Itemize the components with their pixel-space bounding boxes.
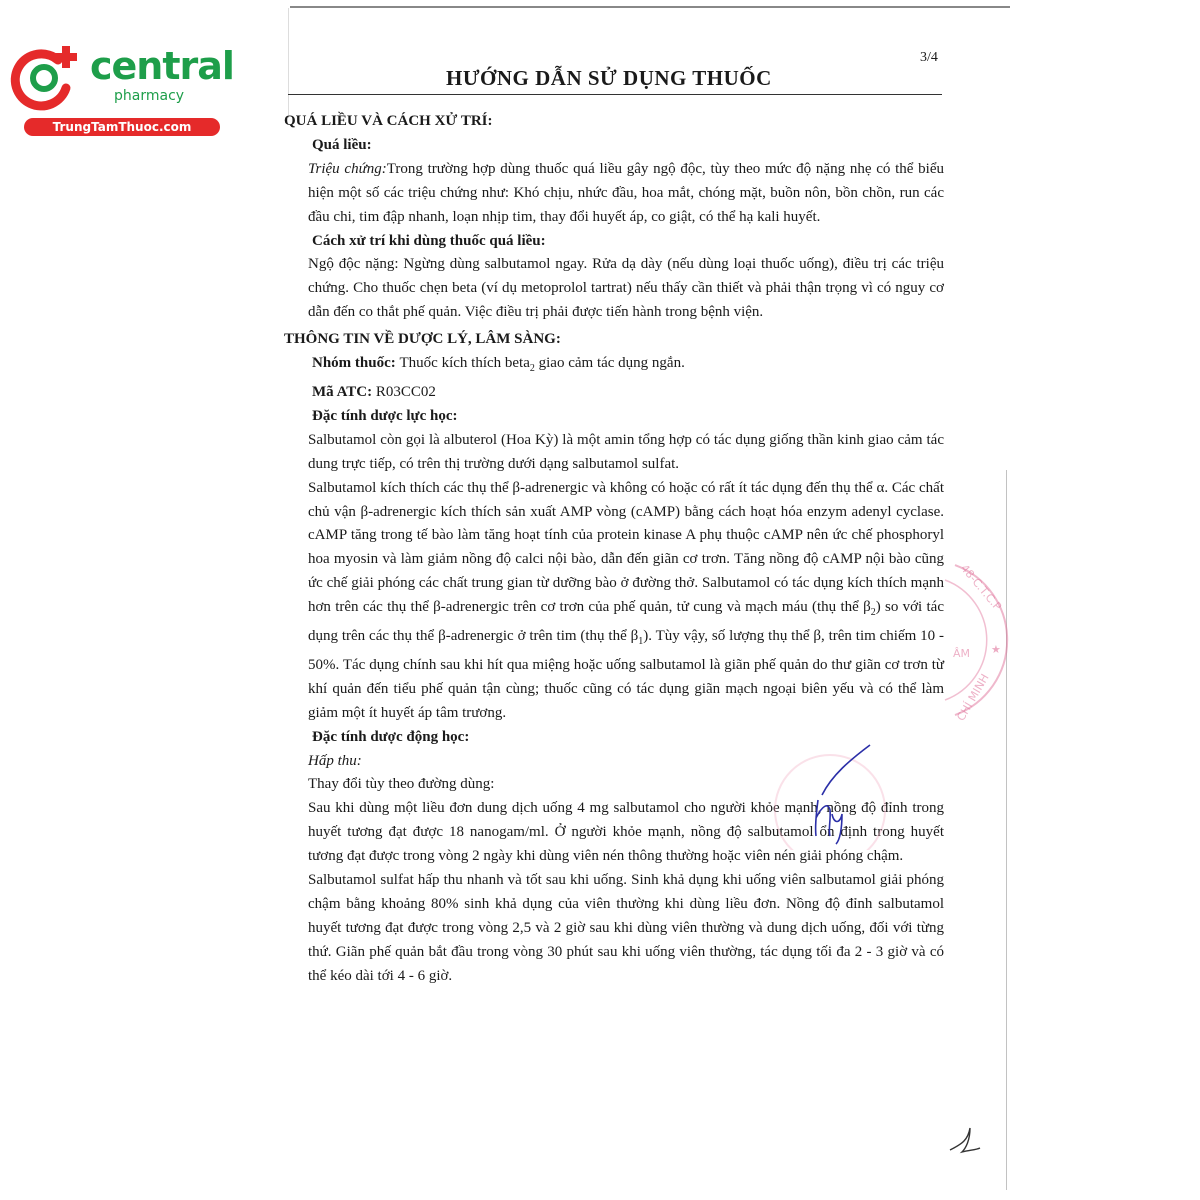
- section-heading-pharmacology: THÔNG TIN VỀ DƯỢC LÝ, LÂM SÀNG:: [284, 331, 561, 348]
- atc-value: R03CC02: [375, 383, 436, 400]
- pharmacokinetics-paragraph-2: Sau khi dùng một liều đơn dung dịch uống 4 mg salbutamol cho người khỏe mạnh, nồng độ đỉnh trong huyết tương đạt được 18 nanogam/ml. Ở người khỏe mạnh, nồng độ salbutamol ổn định trong huyết tương đạt được trong vòng 2 ngày khi dùng viên nén thông thường hoặc viên nén giải phóng chậm.: [308, 800, 944, 865]
- pd-p2-part-a: Salbutamol kích thích các thụ thể β-adrenergic và không có hoặc có rất ít tác dụng đến thụ thể α. Các chất chủ vận β-adrenergic kích thích sản xuất AMP vòng (cAMP) bằng cách hoạt hóa enzym adenyl cyclase. cAMP tăng trong tế bào làm tăng hoạt tính của protein kinase A phụ thuộc cAMP nên ức chế phosphoryl hoa myosin và làm giảm nồng độ calci nội bào, dẫn đến giãn cơ trơn. Tăng nồng độ cAMP nội bào cũng ức chế giải phóng các chất trung gian từ dưỡng bào ở đường thở. Salbutamol có tác dụng kích thích mạnh hơn trên các thụ thể β-adrenergic trên cơ trơn của phế quản, tử cung và mạch máu (thụ thể β: [308, 479, 944, 616]
- page-number: 3/4: [920, 50, 938, 65]
- subheading-treatment: Cách xử trí khi dùng thuốc quá liều:: [312, 232, 546, 249]
- drug-group-label: Nhóm thuốc:: [312, 355, 396, 372]
- drug-group-subscript: 2: [529, 363, 535, 375]
- subheading-pharmacokinetics: Đặc tính dược động học:: [312, 728, 470, 745]
- pharmacokinetics-paragraph-3: Salbutamol sulfat hấp thu nhanh và tốt sau khi uống. Sinh khả dụng khi uống viên salbutamol giải phóng chậm bằng khoảng 80% sinh khả dụng của viên thường khi dùng liều đơn. Nồng độ đỉnh salbutamol huyết tương đạt được trong vòng 2,5 và 2 giờ sau khi dùng viên thường và dung dịch uống, đối với từng thứ. Giãn phế quản bắt đầu trong vòng 30 phút sau khi uống viên thường, tác dụng tối đa 2 - 3 giờ và có thể kéo dài tới 4 - 6 giờ.: [308, 872, 944, 984]
- pharmacy-cross-logo-icon: [10, 40, 82, 112]
- document-title: HƯỚNG DẪN SỬ DỤNG THUỐC: [446, 66, 772, 90]
- subheading-overdose: Quá liều:: [312, 136, 372, 153]
- logo-sub-text: pharmacy: [114, 88, 185, 104]
- absorption-label: Hấp thu:: [308, 752, 362, 769]
- drug-group-text-a: Thuốc kích thích beta: [399, 355, 530, 372]
- svg-text:★: ★: [991, 644, 1001, 656]
- title-divider: [288, 94, 942, 95]
- symptoms-label: Triệu chứng:: [308, 160, 387, 177]
- logo-brand-text: central: [90, 44, 234, 88]
- signature-icon: [770, 740, 920, 850]
- pd-p2-subscript-1: 2: [870, 607, 876, 619]
- symptoms-text: Trong trường hợp dùng thuốc quá liều gây ngộ độc, tùy theo mức độ nặng nhẹ có thể biểu hiện một số các triệu chứng như: Khó chịu, nhức đầu, hoa mắt, chóng mặt, buồn nôn, bồn chồn, run các đầu chi, tim đập nhanh, loạn nhịp tim, thay đổi huyết áp, co giật, có thể hạ kali huyết.: [308, 160, 945, 225]
- section-heading-overdose: QUÁ LIỀU VÀ CÁCH XỬ TRÍ:: [284, 113, 493, 129]
- handwritten-mark-icon: [940, 1120, 990, 1160]
- stamp-text-bottom: CHÍ MINH: [954, 671, 992, 724]
- symptoms-paragraph: [308, 158, 944, 230]
- company-stamp: [905, 555, 1025, 725]
- atc-line: [312, 381, 944, 405]
- pd-p2-part-b: ) so với tác dụng trên các thụ thể β-adrenergic ở trên tim (thụ thể β: [308, 599, 944, 645]
- subheading-pharmacodynamics: Đặc tính dược lực học:: [312, 407, 458, 424]
- drug-group-line: [312, 352, 944, 381]
- pharmacodynamics-paragraph-2: [308, 477, 944, 726]
- logo-website: TrungTamThuoc.com: [24, 118, 220, 136]
- pd-p2-part-c: ). Tùy vậy, số lượng thụ thể β, trên tim chiếm 10 - 50%. Tác dụng chính sau khi hít qua miệng hoặc uống salbutamol là giãn phế quản do thư giãn cơ trơn từ khí quản đến tiểu phế quản tận cùng; thuốc cũng có tác dụng giãn mạch ngoại biên yếu và có thể làm giảm một ít huyết áp tâm trương.: [308, 628, 944, 721]
- scan-edge-top: [290, 6, 1010, 8]
- stamp-text-mid: ÂM: [953, 647, 971, 660]
- drug-group-text-b: giao cảm tác dụng ngắn.: [538, 355, 685, 372]
- stamp-text-top: 48-C.T.C.P: [958, 561, 1004, 614]
- scan-edge-left: [288, 8, 289, 118]
- central-pharmacy-logo[interactable]: [10, 36, 234, 136]
- atc-label: Mã ATC:: [312, 383, 373, 400]
- treatment-paragraph: Ngộ độc nặng: Ngừng dùng salbutamol ngay. Rửa dạ dày (nếu dùng loại thuốc uống), điều trị các triệu chứng. Cho thuốc chẹn beta (ví dụ metoprolol tartrat) nếu thấy cần thiết và phải thận trọng vì có nguy cơ dẫn đến co thắt phế quản. Việc điều trị phải được tiến hành trong bệnh viện.: [308, 256, 944, 321]
- pd-p2-subscript-2: 1: [638, 636, 644, 648]
- pharmacokinetics-paragraph-1: Thay đổi tùy theo đường dùng:: [308, 776, 495, 793]
- document-body: [284, 110, 944, 989]
- pharmacodynamics-paragraph-1: Salbutamol còn gọi là albuterol (Hoa Kỳ) là một amin tổng hợp có tác dụng giống thần kinh giao cảm tác dung trực tiếp, có trên thị trường dưới dạng salbutamol sulfat.: [308, 431, 944, 472]
